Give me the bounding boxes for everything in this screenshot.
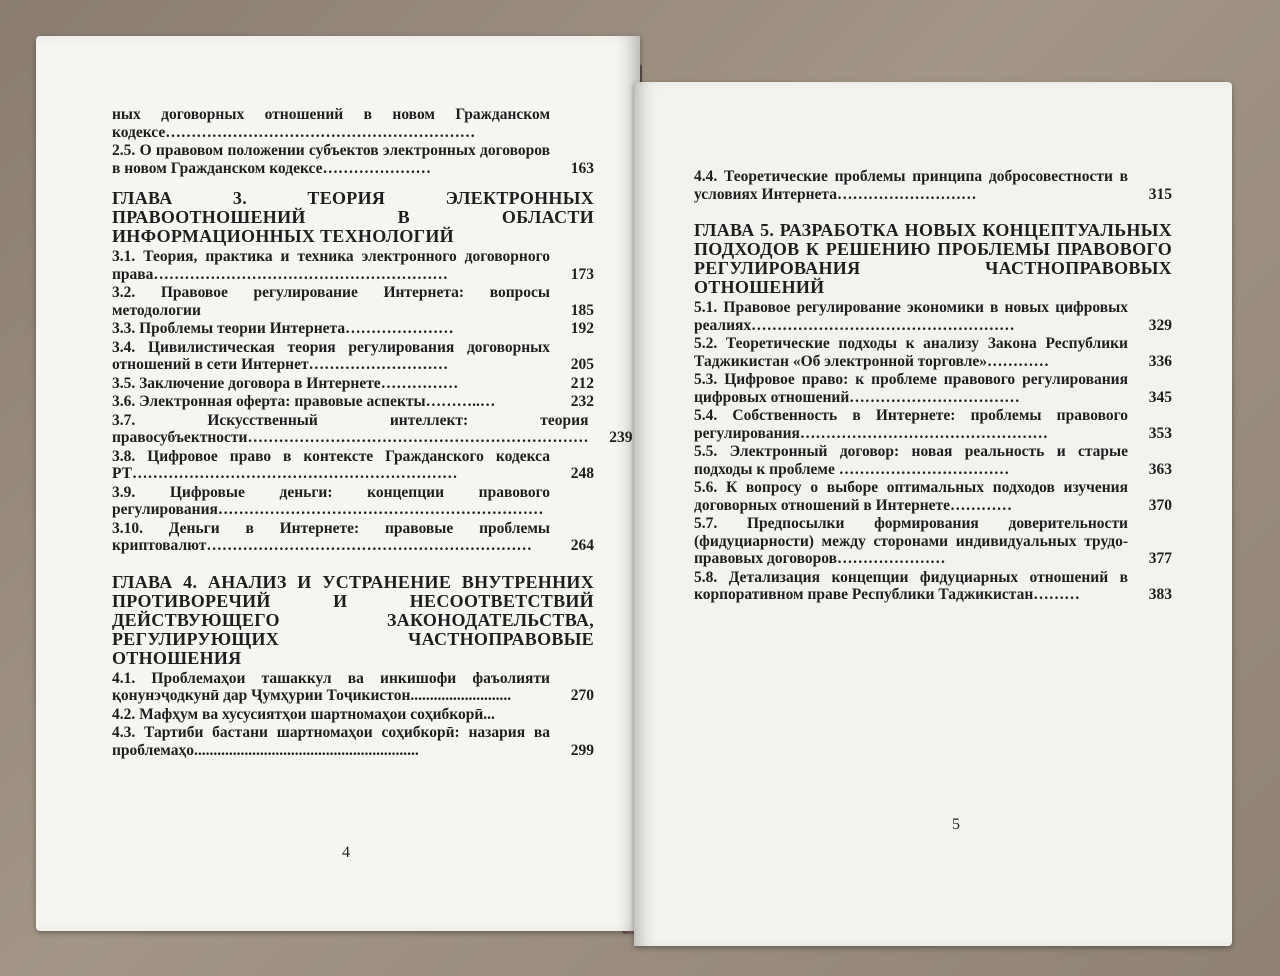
toc-entry (112, 106, 594, 141)
toc-entry-title: 3.3. Проблемы теории Интернета………………… (112, 320, 454, 337)
page-number-right: 5 (952, 816, 960, 833)
toc-entry-page: 239 (609, 429, 633, 446)
chapter-4-heading: ГЛАВА 4. АНАЛИЗ И УСТРАНЕНИЕ ВНУТРЕННИХ ПРОТИВОРЕЧИЙ И НЕСООТВЕТСТВИЙ ДЕЙСТВУЮЩЕГО ЗАКОНОДАТЕЛЬСТВА, РЕГУЛИРУЮЩИХ ЧАСТНОПРАВОВЫЕ ОТНОШЕНИЯ (112, 571, 594, 668)
toc-entry (112, 724, 594, 759)
toc-entry-title: 3.10. Деньги в Интернете: правовые проблемы криптовалют……………………………………………………… (112, 519, 550, 554)
chapter-4-entries (112, 670, 594, 760)
right-page (634, 82, 1232, 946)
toc-entry (112, 520, 594, 555)
page-number-left: 4 (342, 844, 350, 861)
chapter-5-heading: ГЛАВА 5. РАЗРАБОТКА НОВЫХ КОНЦЕПТУАЛЬНЫХ ПОДХОДОВ К РЕШЕНИЮ ПРОБЛЕМЫ ПРАВОВОГО РЕГУЛИРОВАНИЯ ЧАСТНОПРАВОВЫХ ОТНОШЕНИЙ (694, 220, 1172, 297)
toc-entry-page: 315 (1148, 185, 1172, 203)
chapter-3-heading: ГЛАВА 3. ТЕОРИЯ ЭЛЕКТРОННЫХ ПРАВООТНОШЕНИЙ В ОБЛАСТИ ИНФОРМАЦИОННЫХ ТЕХНОЛОГИЙ (112, 188, 594, 246)
chapter-3-entries (112, 248, 633, 555)
toc-entry-title: 4.2. Мафҳум ва хусусиятҳои шартномаҳои соҳибкорӣ... (112, 705, 495, 723)
toc-entry-page: 377 (1148, 550, 1172, 567)
toc-entry-title: 5.7. Предпосылки формирования доверительности (фидуциарности) между сторонами индивидуальных трудо-правовых договоров………………… (694, 515, 1128, 567)
toc-entry (694, 569, 1172, 604)
toc-entry (694, 335, 1172, 370)
toc-entry-title: 3.8. Цифровое право в контексте Гражданского кодекса РТ……………………………………………………… (112, 447, 550, 482)
right-top-entries (694, 168, 1172, 203)
left-page (36, 36, 640, 931)
toc-entry (694, 443, 1172, 478)
toc-entry (112, 320, 594, 338)
toc-entry-title: 3.2. Правовое регулирование Интернета: вопросы методологии (112, 284, 550, 319)
toc-entry-title: 3.4. Цивилистическая теория регулирования договорных отношений в сети Интернет……………………… (112, 338, 550, 373)
toc-entry-title: 5.5. Электронный договор: новая реальность и старые подходы к проблеме …………………………… (694, 443, 1128, 478)
toc-entry-page: 353 (1148, 424, 1172, 442)
toc-entry-title: 5.2. Теоретические подходы к анализу Закона Республики Таджикистан «Об электронной торговле»………… (694, 335, 1128, 370)
toc-entry (694, 371, 1172, 406)
toc-entry (694, 479, 1172, 514)
toc-entry-page: 270 (570, 687, 594, 704)
toc-entry-title: 3.6. Электронная оферта: правовые аспекты………..… (112, 393, 496, 410)
toc-entry (112, 448, 594, 483)
toc-entry (694, 168, 1172, 203)
toc-entry-title: 3.5. Заключение договора в Интернете…………… (112, 374, 459, 392)
toc-entry-page: 299 (570, 741, 594, 759)
toc-entry (694, 515, 1172, 568)
toc-entry-page: 185 (570, 301, 594, 319)
toc-entry-title: 5.8. Детализация концепции фидуциарных отношений в корпоративном праве Республики Таджикистан……… (694, 568, 1128, 603)
toc-entry (112, 484, 594, 519)
toc-entry-page: 264 (570, 537, 594, 554)
toc-entry-page: 383 (1148, 586, 1172, 603)
toc-entry-page: 173 (570, 265, 594, 283)
toc-entry-title: 3.7. Искусственный интеллект: теория правосубъектности………………………………………………………… (112, 411, 589, 446)
toc-entry-page: 192 (570, 320, 594, 337)
toc-entry-title: 4.3. Тартиби бастани шартномаҳои соҳибкорӣ: назария ва проблемаҳо.......................................................... (112, 724, 550, 759)
toc-entry-title: 2.5. О правовом положении субъектов электронных договоров в новом Гражданском кодексе………………… (112, 142, 550, 177)
toc-entry-title: 5.3. Цифровое право: к проблеме правового регулирования цифровых отношений…………………………… (694, 371, 1128, 406)
toc-entry-page: 212 (570, 374, 594, 392)
toc-entry (112, 339, 594, 374)
toc-entry-title: 5.6. К вопросу о выборе оптимальных подходов изучения договорных отношений в Интернете………… (694, 479, 1128, 514)
toc-entry (112, 393, 594, 411)
open-book (30, 36, 1235, 931)
toc-entry (112, 706, 594, 724)
toc-entry-title: 3.9. Цифровые деньги: концепции правового регулирования……………………………………………………… (112, 483, 550, 518)
toc-entry-page: 163 (570, 159, 594, 177)
toc-entry (112, 375, 594, 393)
toc-entry-page: 363 (1148, 460, 1172, 478)
toc-entry-page: 248 (570, 465, 594, 482)
toc-entry-page: 329 (1148, 316, 1172, 334)
toc-entry-page: 205 (570, 356, 594, 373)
toc-entry-page: 370 (1148, 496, 1172, 514)
toc-entry-page: 345 (1148, 388, 1172, 406)
toc-entry (112, 284, 594, 319)
toc-entry-title: 5.4. Собственность в Интернете: проблемы правового регулирования………………………………………… (694, 407, 1128, 442)
chapter-5-entries (694, 299, 1172, 604)
toc-entry-title: 4.4. Теоретические проблемы принципа добросовестности в условиях Интернета……………………… (694, 168, 1128, 203)
toc-entry-title: 4.1. Проблемаҳои ташаккул ва инкишофи фаъолияти қонунэҷодкунӣ дар Ҷумҳурии Тоҷикистон.......................... (112, 669, 550, 704)
toc-entry-page: 232 (570, 393, 594, 410)
toc-entry-title: 5.1. Правовое регулирование экономики в новых цифровых реалиях…………………………………………… (694, 299, 1128, 334)
toc-entry-title: ных договорных отношений в новом Гражданском кодексе…………………………………………………… (112, 106, 550, 141)
toc-entry (112, 411, 633, 447)
toc-entry-page: 336 (1148, 352, 1172, 370)
toc-entry (694, 407, 1172, 442)
toc-entry (112, 142, 594, 177)
toc-entry-title: 3.1. Теория, практика и техника электронного договорного права………………………………………………… (112, 248, 550, 283)
toc-entry (112, 670, 594, 705)
toc-entry (112, 248, 594, 283)
toc-entry (694, 299, 1172, 334)
left-top-entries (112, 106, 594, 177)
